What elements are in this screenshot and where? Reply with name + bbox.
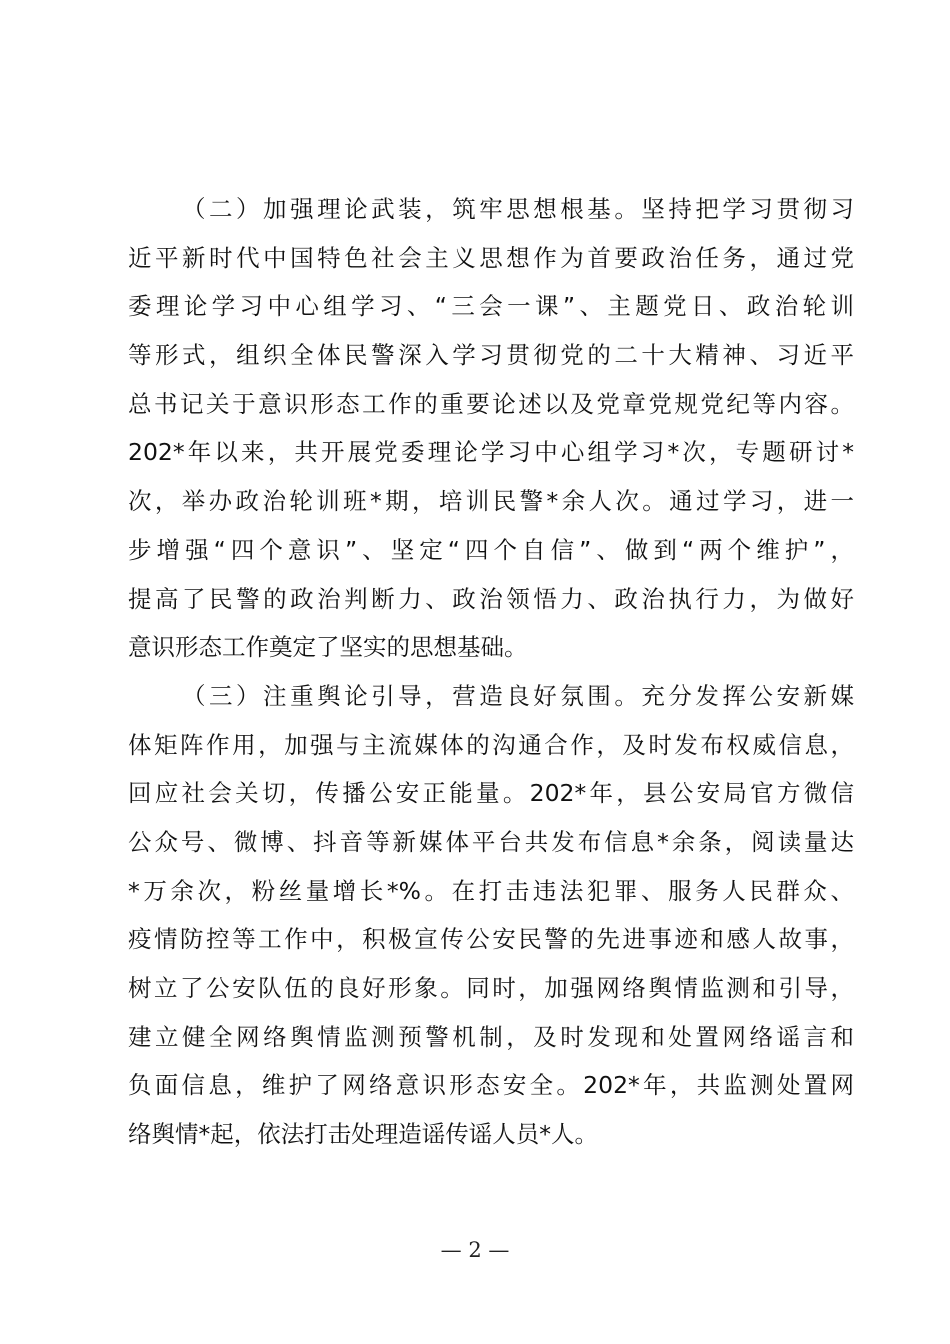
paragraph-line: 委理论学习中心组学习、“三会一课”、主题党日、政治轮训 <box>128 292 854 321</box>
paragraph-line: 树立了公安队伍的良好形象。同时，加强网络舆情监测和引导， <box>128 974 854 1002</box>
paragraph-line: 总书记关于意识形态工作的重要论述以及党章党规党纪等内容。 <box>128 389 854 418</box>
paragraph-line: 公众号、微博、抖音等新媒体平台共发布信息*余条，阅读量达 <box>128 827 854 856</box>
paragraph-line: 负面信息，维护了网络意识形态安全。202*年，共监测处置网 <box>128 1071 854 1100</box>
paragraph-line: 等形式，组织全体民警深入学习贯彻党的二十大精神、习近平 <box>128 341 854 370</box>
document-body <box>128 185 854 1159</box>
paragraph-line: 建立健全网络舆情监测预警机制，及时发现和处置网络谣言和 <box>128 1022 854 1051</box>
paragraph-line: 202*年以来，共开展党委理论学习中心组学习*次，专题研讨* <box>128 438 854 467</box>
paragraph-line: 步增强“四个意识”、坚定“四个自信”、做到“两个维护”， <box>128 535 854 564</box>
paragraph-line: （二）加强理论武装，筑牢思想根基。坚持把学习贯彻习 <box>182 195 854 223</box>
paragraph-line: 意识形态工作奠定了坚实的思想基础。 <box>128 633 528 662</box>
paragraph-line: 近平新时代中国特色社会主义思想作为首要政治任务，通过党 <box>128 243 854 272</box>
paragraph-line: 体矩阵作用，加强与主流媒体的沟通合作，及时发布权威信息， <box>128 730 854 759</box>
paragraph-line: *万余次，粉丝量增长*%。在打击违法犯罪、服务人民群众、 <box>128 876 854 905</box>
paragraph-2 <box>128 185 854 672</box>
paragraph-line: 疫情防控等工作中，积极宣传公安民警的先进事迹和感人故事， <box>128 925 854 954</box>
paragraph-line: 回应社会关切，传播公安正能量。202*年，县公安局官方微信 <box>128 779 854 808</box>
paragraph-line: 次，举办政治轮训班*期，培训民警*余人次。通过学习，进一 <box>128 487 854 516</box>
paragraph-3 <box>128 672 854 1159</box>
paragraph-line: 提高了民警的政治判断力、政治领悟力、政治执行力，为做好 <box>128 584 854 613</box>
paragraph-line: 络舆情*起，依法打击处理造谣传谣人员*人。 <box>128 1120 598 1149</box>
page-number: — 2 — <box>440 1238 510 1262</box>
paragraph-line: （三）注重舆论引导，营造良好氛围。充分发挥公安新媒 <box>182 681 854 710</box>
